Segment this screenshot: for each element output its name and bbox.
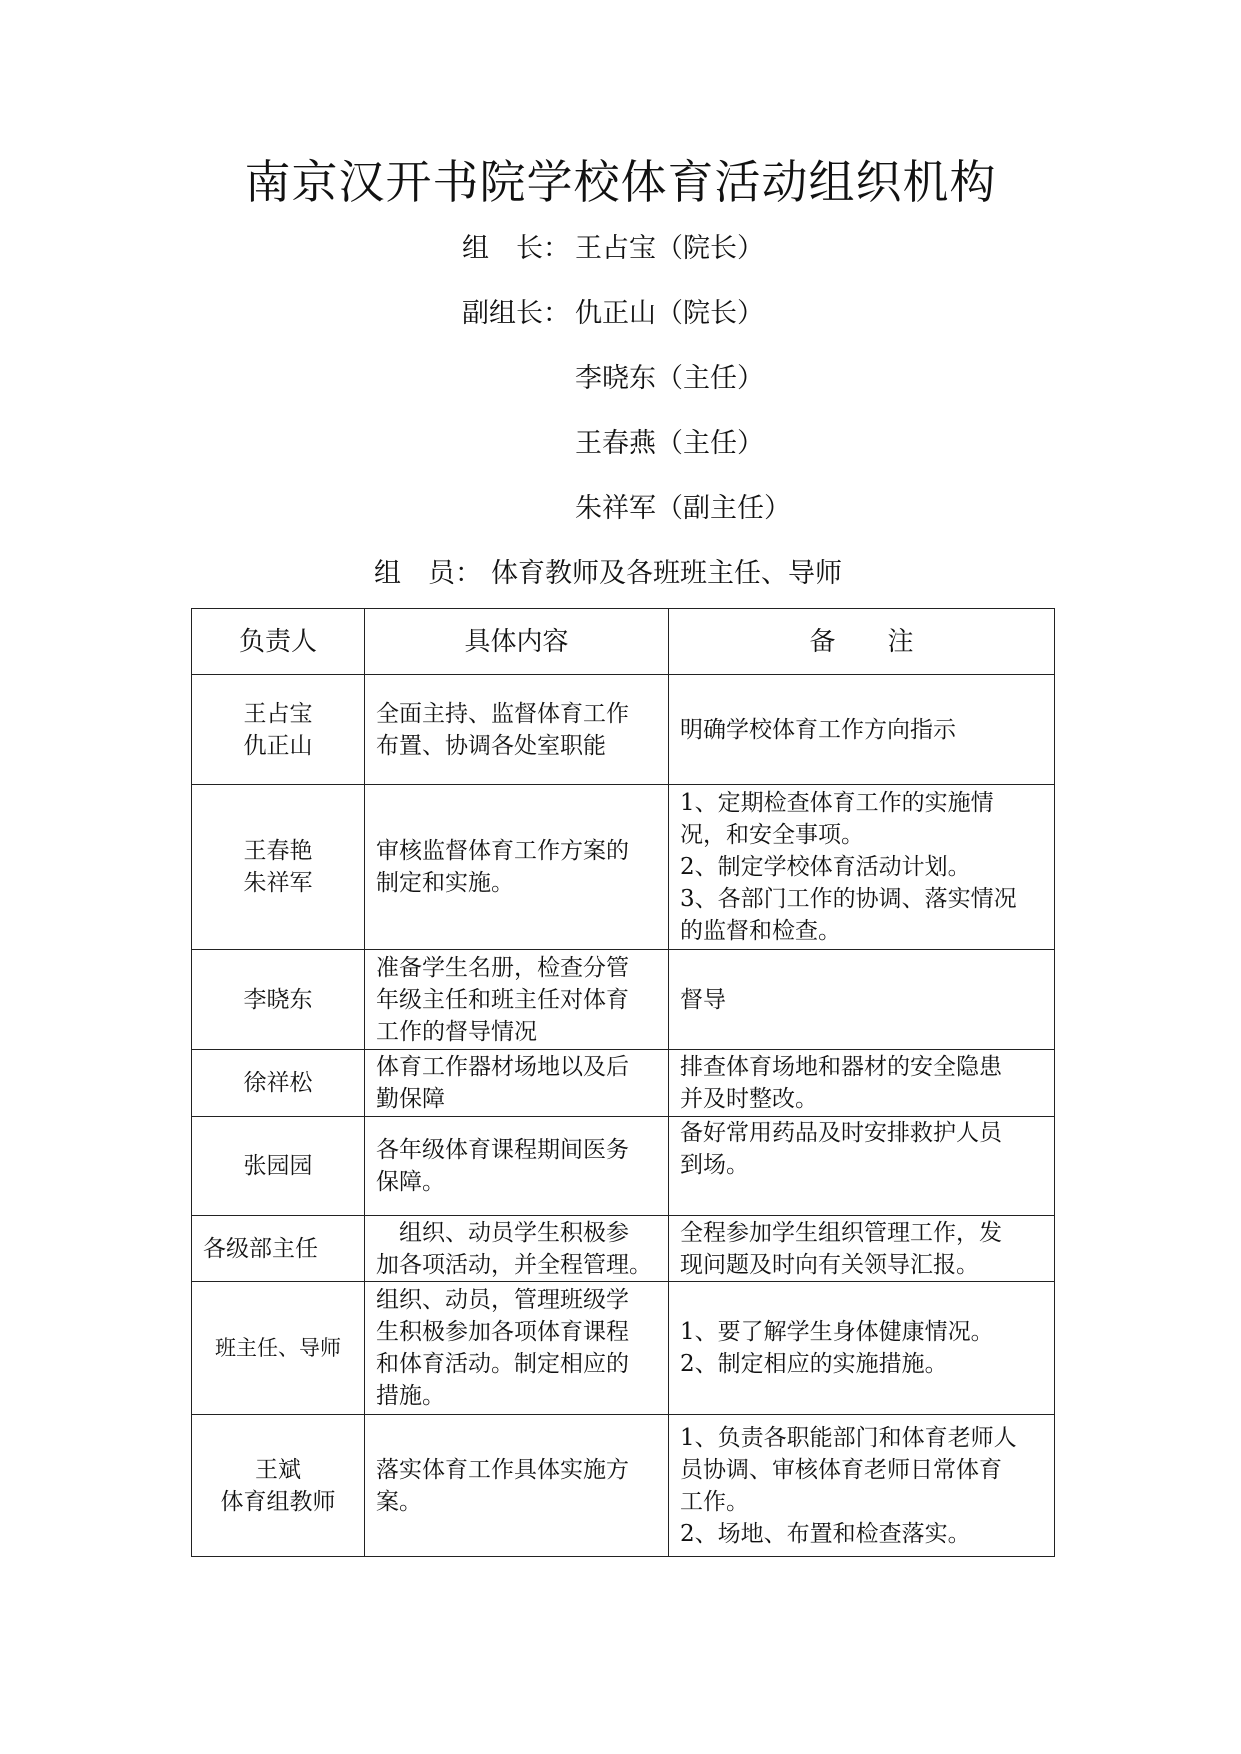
content-line: 落实体育工作具体实施方 bbox=[376, 1456, 629, 1483]
content-line: 制定和实施。 bbox=[376, 870, 514, 896]
note-cell bbox=[669, 785, 1055, 950]
person-cell bbox=[192, 785, 365, 950]
content-line: 布置、协调各处室职能 bbox=[376, 732, 606, 759]
content-cell bbox=[365, 1050, 669, 1117]
note-line: 督导 bbox=[680, 986, 726, 1013]
deputy-line bbox=[575, 426, 764, 462]
content-line: 全面主持、监督体育工作 bbox=[376, 700, 629, 727]
note-line: 工作。 bbox=[680, 1488, 749, 1515]
note-line: 1、负责各职能部门和体育老师人 bbox=[680, 1424, 1017, 1451]
content-cell bbox=[365, 785, 669, 950]
content-cell bbox=[365, 1415, 669, 1557]
leader-line bbox=[462, 231, 764, 267]
note-line: 2、制定学校体育活动计划。 bbox=[680, 854, 971, 880]
table-row bbox=[192, 675, 1055, 785]
content-line: 和体育活动。制定相应的 bbox=[376, 1351, 629, 1377]
page-title: 南京汉开书院学校体育活动组织机构 bbox=[244, 155, 997, 209]
content-line: 生积极参加各项体育课程 bbox=[376, 1319, 629, 1345]
person-cell bbox=[192, 1050, 365, 1117]
note-line: 1、定期检查体育工作的实施情 bbox=[680, 790, 994, 816]
note-line: 全程参加学生组织管理工作，发 bbox=[680, 1219, 1002, 1246]
note-line: 排查体育场地和器材的安全隐患 bbox=[680, 1054, 1002, 1080]
content-cell bbox=[365, 950, 669, 1050]
note-line: 到场。 bbox=[680, 1152, 749, 1178]
content-line: 体育工作器材场地以及后 bbox=[376, 1054, 629, 1080]
note-cell bbox=[669, 675, 1055, 785]
table-row bbox=[192, 1117, 1055, 1216]
content-line: 工作的督导情况 bbox=[376, 1018, 537, 1045]
members-label: 组 员： bbox=[374, 558, 482, 589]
table-row bbox=[192, 1216, 1055, 1282]
content-line: 准备学生名册，检查分管 bbox=[376, 954, 629, 981]
content-line: 年级主任和班主任对体育 bbox=[376, 986, 629, 1013]
note-cell bbox=[669, 1282, 1055, 1415]
person-name: 各级部主任 bbox=[203, 1235, 318, 1262]
deputy-name: 朱祥军（副主任） bbox=[575, 493, 791, 524]
leader-label: 组 长： bbox=[462, 233, 570, 264]
content-line: 各年级体育课程期间医务 bbox=[376, 1137, 629, 1163]
content-line: 勤保障 bbox=[376, 1086, 445, 1112]
deputy-name: 王春燕（主任） bbox=[575, 428, 764, 459]
note-line: 2、制定相应的实施措施。 bbox=[680, 1351, 948, 1377]
person-name: 王斌 bbox=[255, 1456, 301, 1483]
duty-table bbox=[191, 608, 1055, 1557]
person-cell bbox=[192, 950, 365, 1050]
content-cell bbox=[365, 675, 669, 785]
deputy-label: 副组长： bbox=[462, 298, 570, 329]
person-name: 李晓东 bbox=[243, 986, 313, 1013]
table-row bbox=[192, 785, 1055, 950]
content-line: 审核监督体育工作方案的 bbox=[376, 838, 629, 864]
person-name: 王春艳 bbox=[243, 838, 313, 864]
note-line: 3、各部门工作的协调、落实情况 bbox=[680, 886, 1017, 912]
table-header-row bbox=[192, 609, 1055, 675]
person-name: 体育组教师 bbox=[220, 1488, 336, 1515]
table-row bbox=[192, 950, 1055, 1050]
header-note: 备 注 bbox=[669, 609, 1055, 675]
deputy-line bbox=[575, 491, 791, 527]
person-name: 王占宝 bbox=[243, 700, 313, 727]
header-person: 负责人 bbox=[192, 609, 365, 675]
person-cell bbox=[192, 675, 365, 785]
person-name: 徐祥松 bbox=[243, 1070, 313, 1096]
deputy-line bbox=[575, 361, 764, 397]
content-cell bbox=[365, 1216, 669, 1282]
note-line: 明确学校体育工作方向指示 bbox=[680, 716, 956, 743]
content-line: 保障。 bbox=[376, 1169, 445, 1195]
person-name: 仇正山 bbox=[243, 732, 313, 759]
content-cell bbox=[365, 1282, 669, 1415]
person-cell bbox=[192, 1415, 365, 1557]
note-line: 2、场地、布置和检查落实。 bbox=[680, 1520, 971, 1547]
note-line: 并及时整改。 bbox=[680, 1086, 818, 1112]
content-line: 案。 bbox=[376, 1488, 422, 1515]
person-cell bbox=[192, 1282, 365, 1415]
person-cell bbox=[192, 1117, 365, 1216]
note-line: 1、要了解学生身体健康情况。 bbox=[680, 1319, 994, 1345]
table-row bbox=[192, 1282, 1055, 1415]
person-name: 朱祥军 bbox=[243, 870, 313, 896]
note-line: 的监督和检查。 bbox=[680, 918, 841, 944]
note-cell bbox=[669, 950, 1055, 1050]
content-line: 措施。 bbox=[376, 1383, 445, 1409]
note-line: 现问题及时向有关领导汇报。 bbox=[680, 1251, 979, 1278]
content-line: 组织、动员，管理班级学 bbox=[376, 1287, 629, 1313]
person-name: 张园园 bbox=[243, 1153, 313, 1179]
content-cell bbox=[365, 1117, 669, 1216]
note-line: 员协调、审核体育老师日常体育 bbox=[680, 1456, 1002, 1483]
table-row bbox=[192, 1050, 1055, 1117]
note-line: 备好常用药品及时安排救护人员 bbox=[680, 1120, 1002, 1146]
note-cell bbox=[669, 1415, 1055, 1557]
note-line: 况，和安全事项。 bbox=[680, 822, 864, 848]
table-row bbox=[192, 1415, 1055, 1557]
person-cell bbox=[192, 1216, 365, 1282]
leader-name: 王占宝（院长） bbox=[575, 233, 764, 264]
content-line: 加各项活动，并全程管理。 bbox=[376, 1251, 652, 1278]
person-name: 班主任、导师 bbox=[215, 1336, 341, 1360]
deputy-line bbox=[462, 296, 764, 332]
note-cell bbox=[669, 1216, 1055, 1282]
header-content: 具体内容 bbox=[365, 609, 669, 675]
members-line bbox=[374, 556, 842, 592]
note-cell bbox=[669, 1050, 1055, 1117]
deputy-name: 仇正山（院长） bbox=[575, 298, 764, 329]
content-line: 组织、动员学生积极参 bbox=[399, 1219, 629, 1246]
members-text: 体育教师及各班班主任、导师 bbox=[491, 558, 842, 589]
deputy-name: 李晓东（主任） bbox=[575, 363, 764, 394]
note-cell bbox=[669, 1117, 1055, 1216]
